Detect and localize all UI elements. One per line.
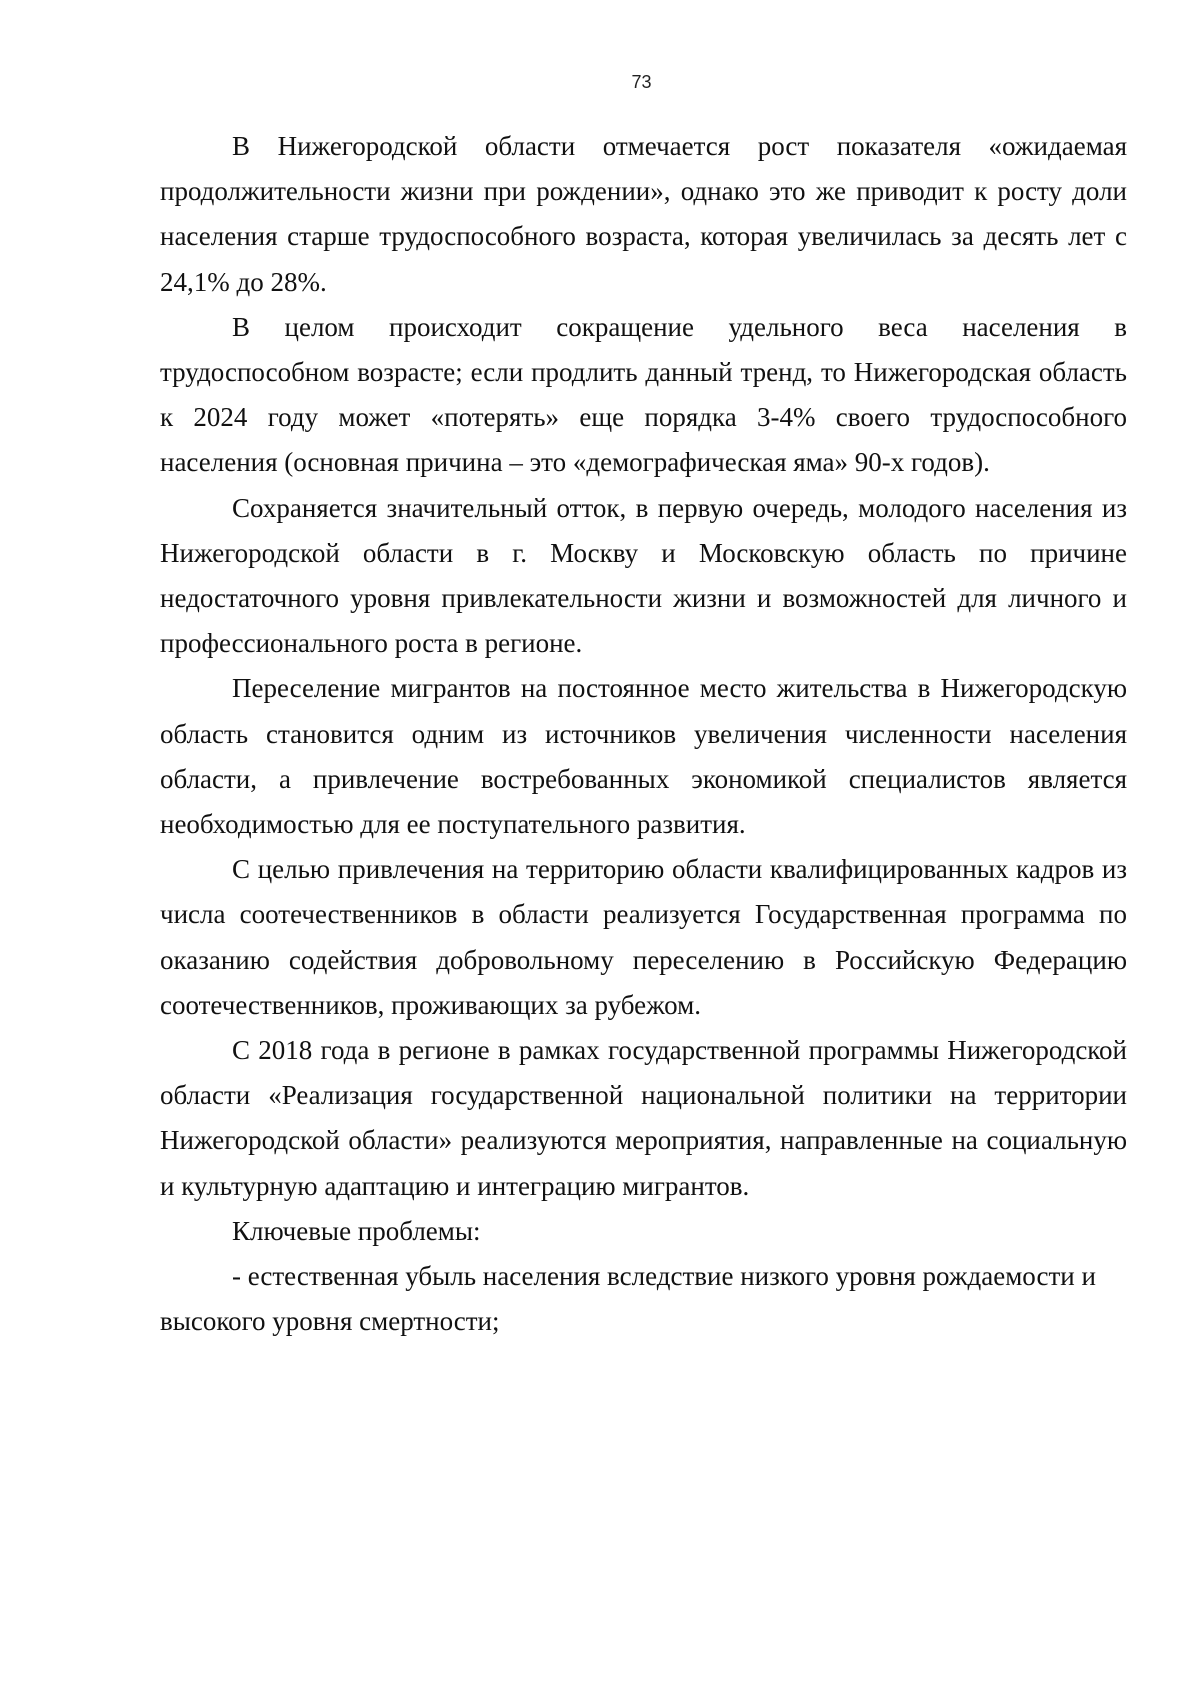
paragraph-migrant-resettlement: Переселение мигрантов на постоянное место жительства в Нижегородскую область становится одним из источников увеличения численности населения области, а привлечение востребованных экономикой специалистов является необходимостью для ее поступательного развития. [160, 673, 1127, 840]
paragraph-adaptation-measures: С 2018 года в регионе в рамках государственной программы Нижегородской области «Реализация государственной национальной политики на территории Нижегородской области» реализуются мероприятия, направленные на социальную и культурную адаптацию и интеграцию мигрантов. [160, 1035, 1127, 1201]
list-item-natural-decline: - естественная убыль населения вследствие низкого уровня рождаемости и высокого уровня смертности; [160, 1261, 1096, 1337]
paragraph-youth-outflow: Сохраняется значительный отток, в первую очередь, молодого населения из Нижегородской области в г. Москву и Московскую область по причине недостаточного уровня привлекательности жизни и возможностей для личного и профессионального роста в регионе. [160, 492, 1127, 659]
page-number: 73 [631, 72, 652, 92]
paragraph-key-problems-heading: Ключевые проблемы: [232, 1215, 481, 1246]
paragraph-life-expectancy: В Нижегородской области отмечается рост показателя «ожидаемая продолжительности жизни при рождении», однако это же приводит к росту доли населения старше трудоспособного возраста, которая увеличилась за десять лет с 24,1% до 28%. [160, 131, 1127, 297]
paragraph-working-age-decline: В целом происходит сокращение удельного веса населения в трудоспособном возрасте; если продлить данный тренд, то Нижегородская область к 2024 году может «потерять» еще порядка 3-4% своего трудоспособного населения (основная причина – это «демографическая яма» 90-х годов). [160, 311, 1127, 478]
body-text [160, 124, 1127, 1344]
paragraph-state-program: С целью привлечения на территорию области квалифицированных кадров из числа соотечественников в области реализуется Государственная программа по оказанию содействия добровольному переселению в Российскую Федерацию соотечественников, проживающих за рубежом. [160, 854, 1127, 1020]
